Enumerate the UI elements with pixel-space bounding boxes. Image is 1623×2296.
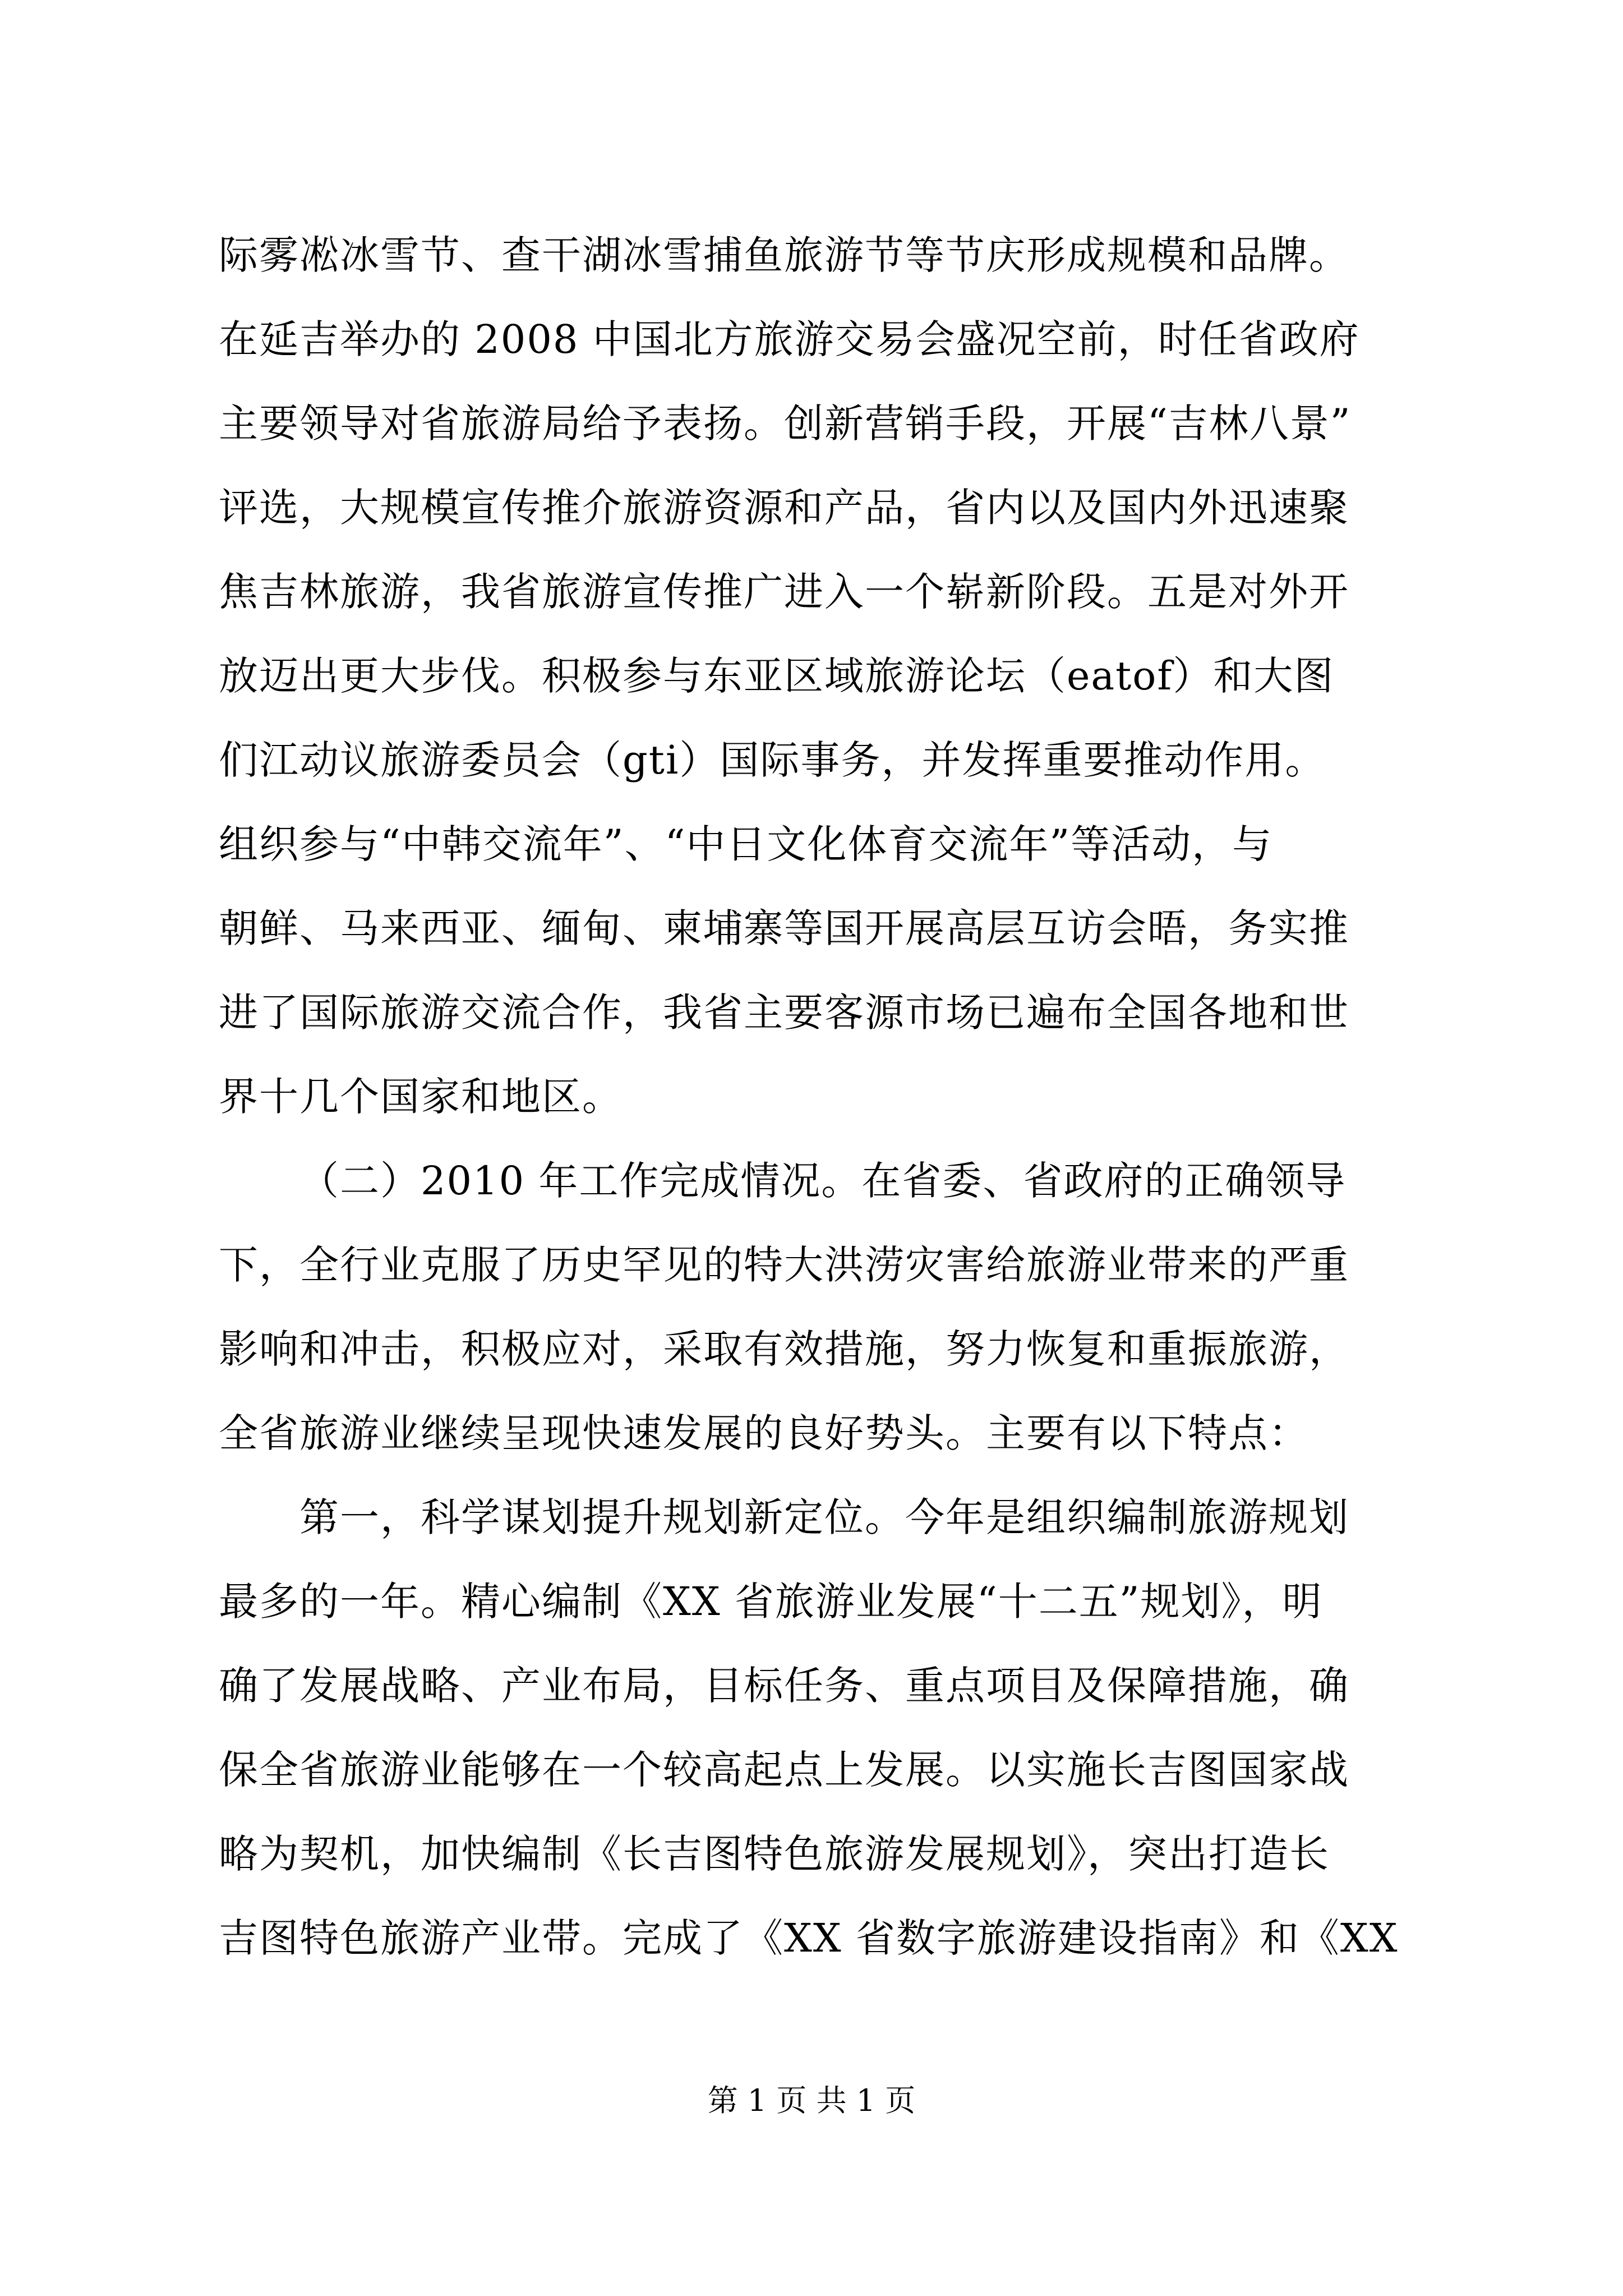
text-line: 确了发展战略、产业布局，目标任务、重点项目及保障措施，确 — [219, 1663, 1349, 1709]
text-line: 主要领导对省旅游局给予表扬。创新营销手段，开展“吉林八景” — [219, 401, 1352, 447]
text-line: 吉图特色旅游产业带。完成了《XX 省数字旅游建设指南》和《XX — [219, 1915, 1399, 1961]
text-line: 焦吉林旅游，我省旅游宣传推广进入一个崭新阶段。五是对外开 — [219, 569, 1349, 615]
paragraph-start-line: 第一，科学谋划提升规划新定位。今年是组织编制旅游规划 — [299, 1494, 1349, 1540]
text-line: 们江动议旅游委员会（gti）国际事务，并发挥重要推动作用。 — [219, 737, 1326, 783]
paragraph-start-line: （二）2010 年工作完成情况。在省委、省政府的正确领导 — [299, 1158, 1347, 1204]
text-line: 进了国际旅游交流合作，我省主要客源市场已遍布全国各地和世 — [219, 990, 1349, 1036]
text-line: 放迈出更大步伐。积极参与东亚区域旅游论坛（eatof）和大图 — [219, 653, 1335, 699]
text-line: 在延吉举办的 2008 中国北方旅游交易会盛况空前，时任省政府 — [219, 316, 1360, 362]
text-line: 最多的一年。精心编制《XX 省旅游业发展“十二五”规划》，明 — [219, 1579, 1323, 1625]
text-line: 影响和冲击，积极应对，采取有效措施，努力恢复和重振旅游， — [219, 1326, 1349, 1372]
text-line: 组织参与“中韩交流年”、“中日文化体育交流年”等活动，与 — [219, 821, 1273, 867]
text-line: 评选，大规模宣传推介旅游资源和产品，省内以及国内外迅速聚 — [219, 485, 1349, 531]
text-line: 下，全行业克服了历史罕见的特大洪涝灾害给旅游业带来的严重 — [219, 1242, 1349, 1288]
text-line: 全省旅游业继续呈现快速发展的良好势头。主要有以下特点： — [219, 1410, 1309, 1456]
text-line: 朝鲜、马来西亚、缅甸、柬埔寨等国开展高层互访会晤，务实推 — [219, 905, 1349, 951]
text-line: 际雾凇冰雪节、查干湖冰雪捕鱼旅游节等节庆形成规模和品牌。 — [219, 232, 1349, 278]
text-line: 界十几个国家和地区。 — [219, 1074, 623, 1120]
text-line: 保全省旅游业能够在一个较高起点上发展。以实施长吉图国家战 — [219, 1747, 1349, 1793]
page-footer: 第 1 页 共 1 页 — [707, 2083, 916, 2118]
text-line: 略为契机，加快编制《长吉图特色旅游发展规划》，突出打造长 — [219, 1831, 1330, 1877]
